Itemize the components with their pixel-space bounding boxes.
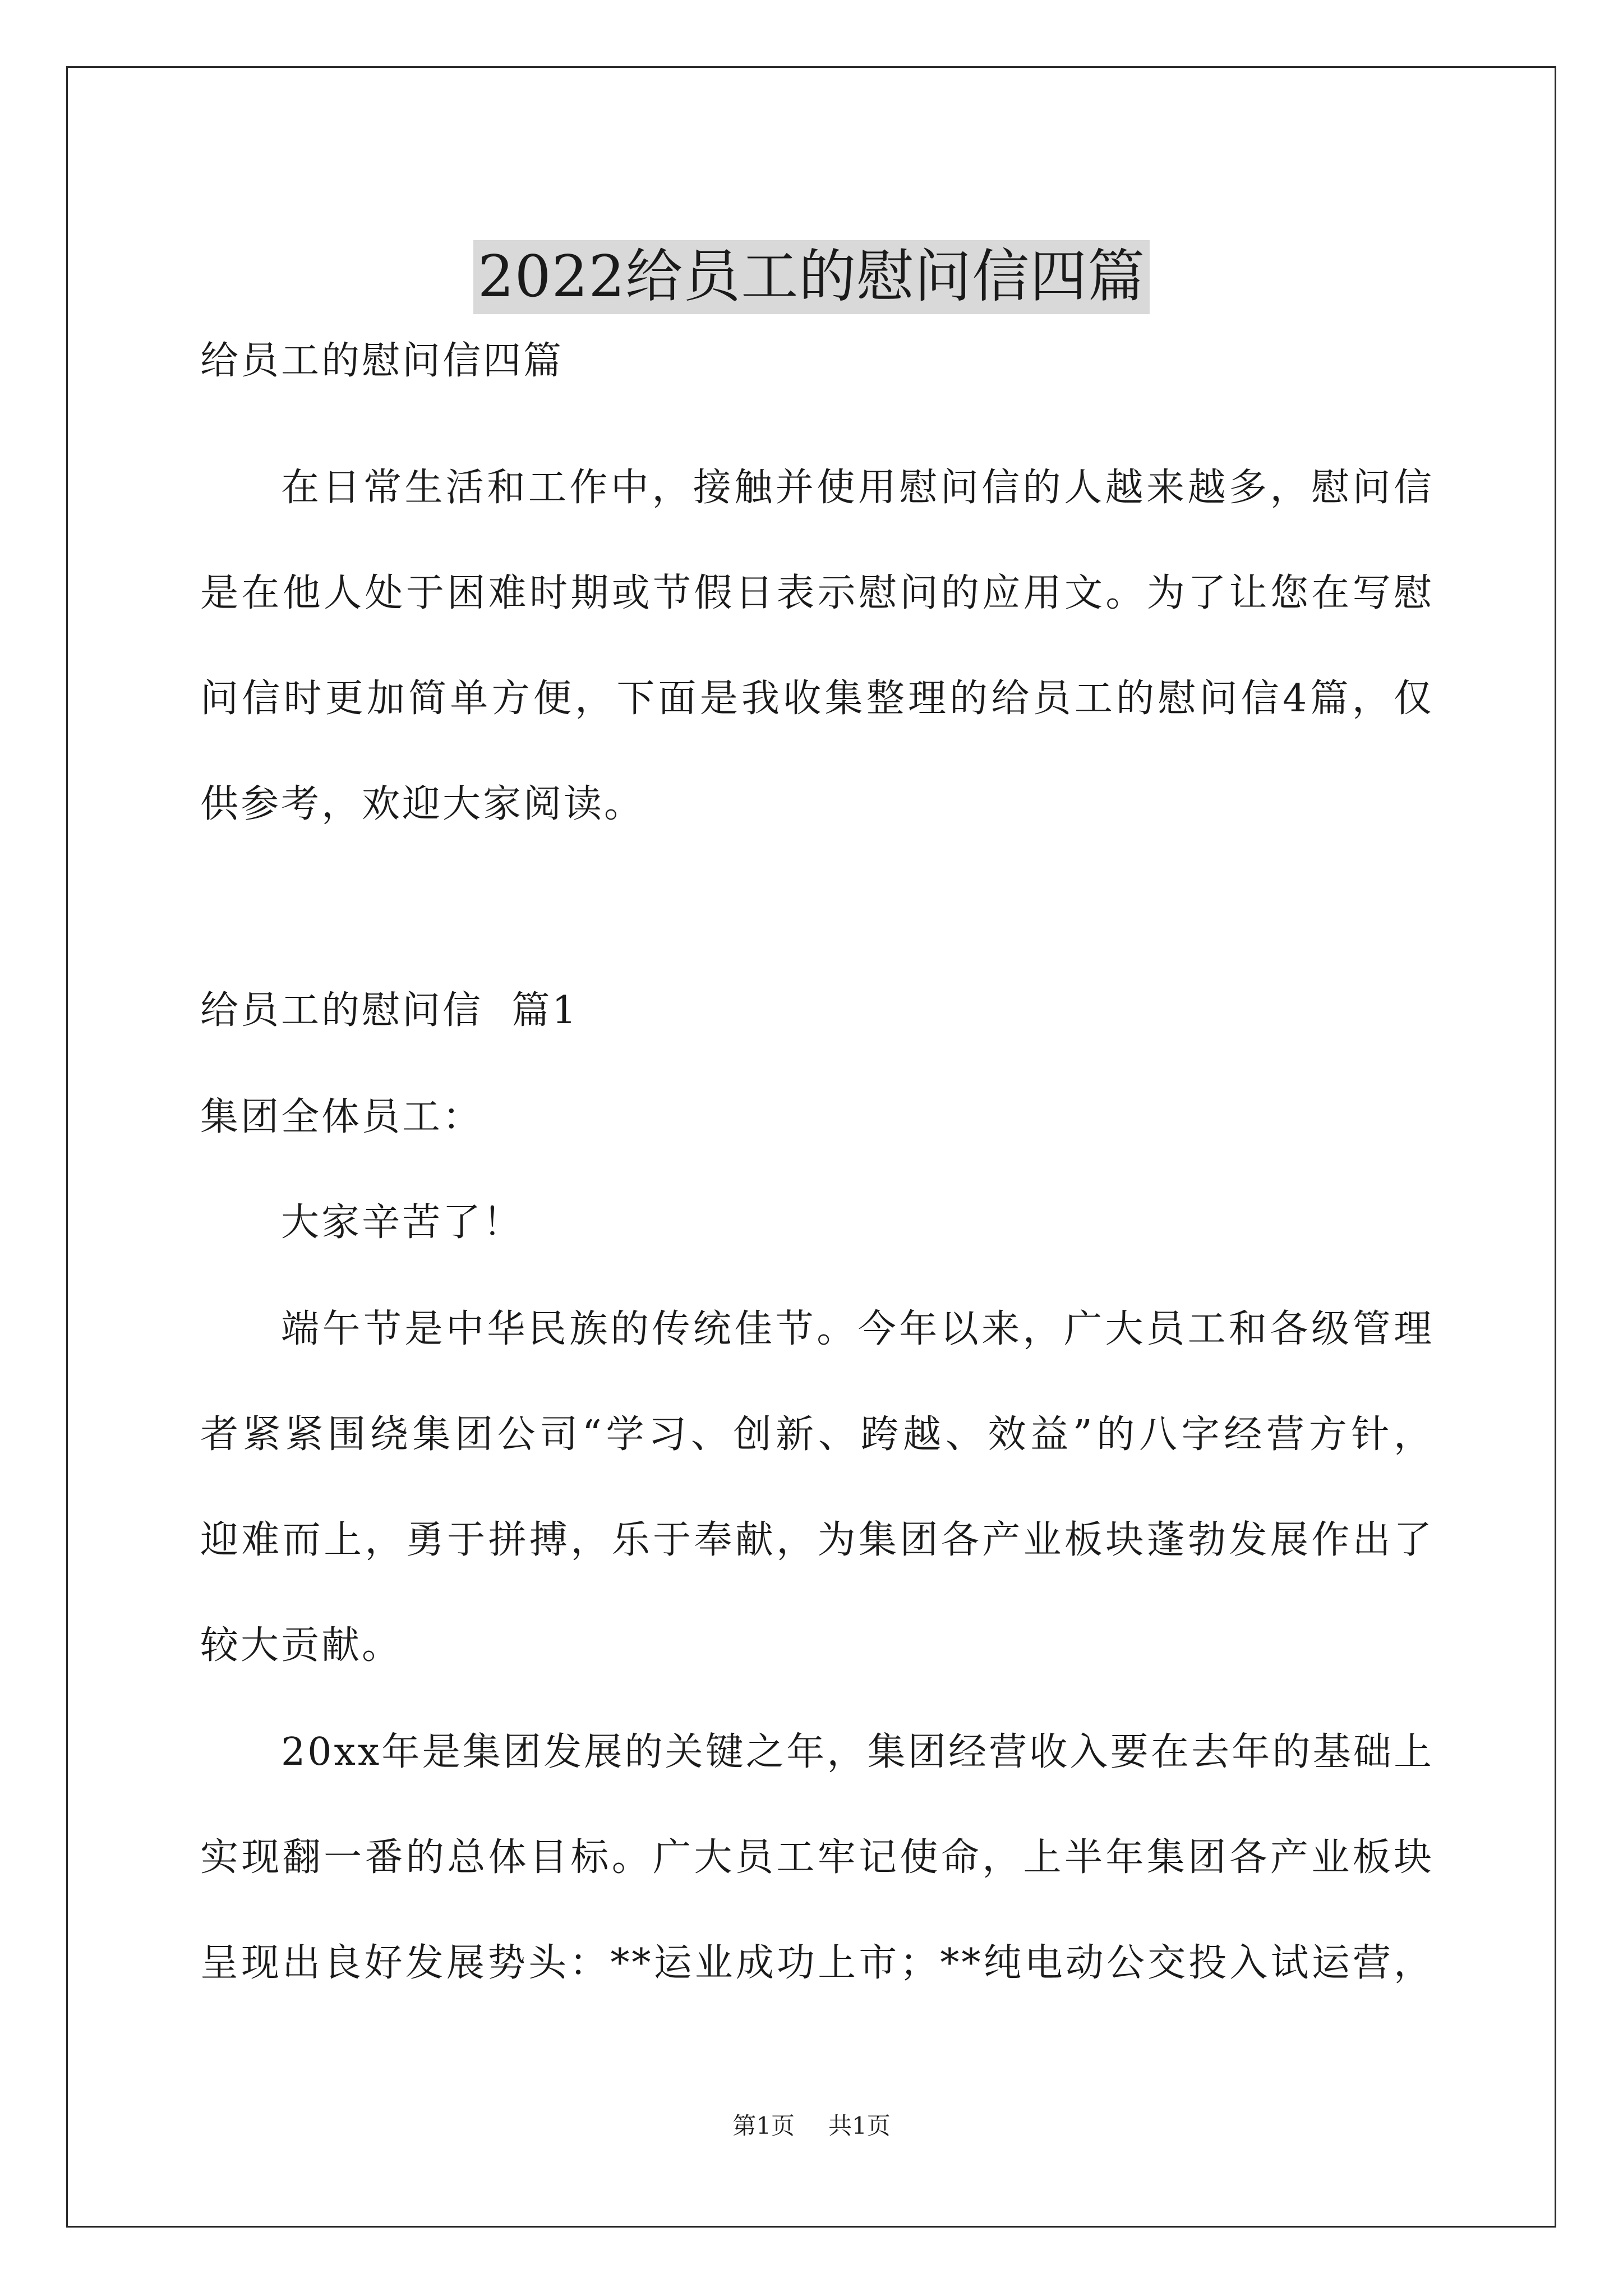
paragraph-line: 是在他人处于困难时期或节假日表示慰问的应用文。为了让您在写慰 (200, 571, 1434, 615)
page-footer (0, 2109, 1623, 2143)
document-title: 2022给员工的慰问信四篇 (473, 240, 1150, 314)
paragraph-line: 者紧紧围绕集团公司“学习、创新、跨越、效益”的八字经营方针， (200, 1412, 1434, 1457)
paragraph-line: 供参考，欢迎大家阅读。 (200, 782, 645, 826)
page-total: 共1页 (828, 2112, 891, 2139)
paragraph-line: 问信时更加简单方便，下面是我收集整理的给员工的慰问信4篇，仅 (200, 677, 1434, 721)
salutation: 集团全体员工： (200, 1095, 483, 1139)
paragraph-line: 较大贡献。 (200, 1623, 403, 1668)
greeting-line: 大家辛苦了！ (281, 1200, 524, 1245)
section-heading: 给员工的慰问信 篇1 (200, 988, 579, 1033)
page-border (66, 66, 1556, 2228)
page-number: 第1页 (732, 2112, 795, 2139)
subtitle-line: 给员工的慰问信四篇 (200, 339, 564, 383)
title-container (0, 202, 1623, 353)
paragraph-line: 实现翻一番的总体目标。广大员工牢记使命，上半年集团各产业板块 (200, 1835, 1434, 1880)
paragraph-line: 在日常生活和工作中，接触并使用慰问信的人越来越多，慰问信 (281, 466, 1434, 510)
paragraph-line: 端午节是中华民族的传统佳节。今年以来，广大员工和各级管理 (281, 1307, 1434, 1351)
paragraph-line: 迎难而上，勇于拼搏，乐于奉献，为集团各产业板块蓬勃发展作出了 (200, 1518, 1434, 1562)
paragraph-line: 呈现出良好发展势头：**运业成功上市；**纯电动公交投入试运营， (200, 1941, 1434, 1985)
paragraph-line: 20xx年是集团发展的关键之年，集团经营收入要在去年的基础上 (281, 1730, 1434, 1774)
